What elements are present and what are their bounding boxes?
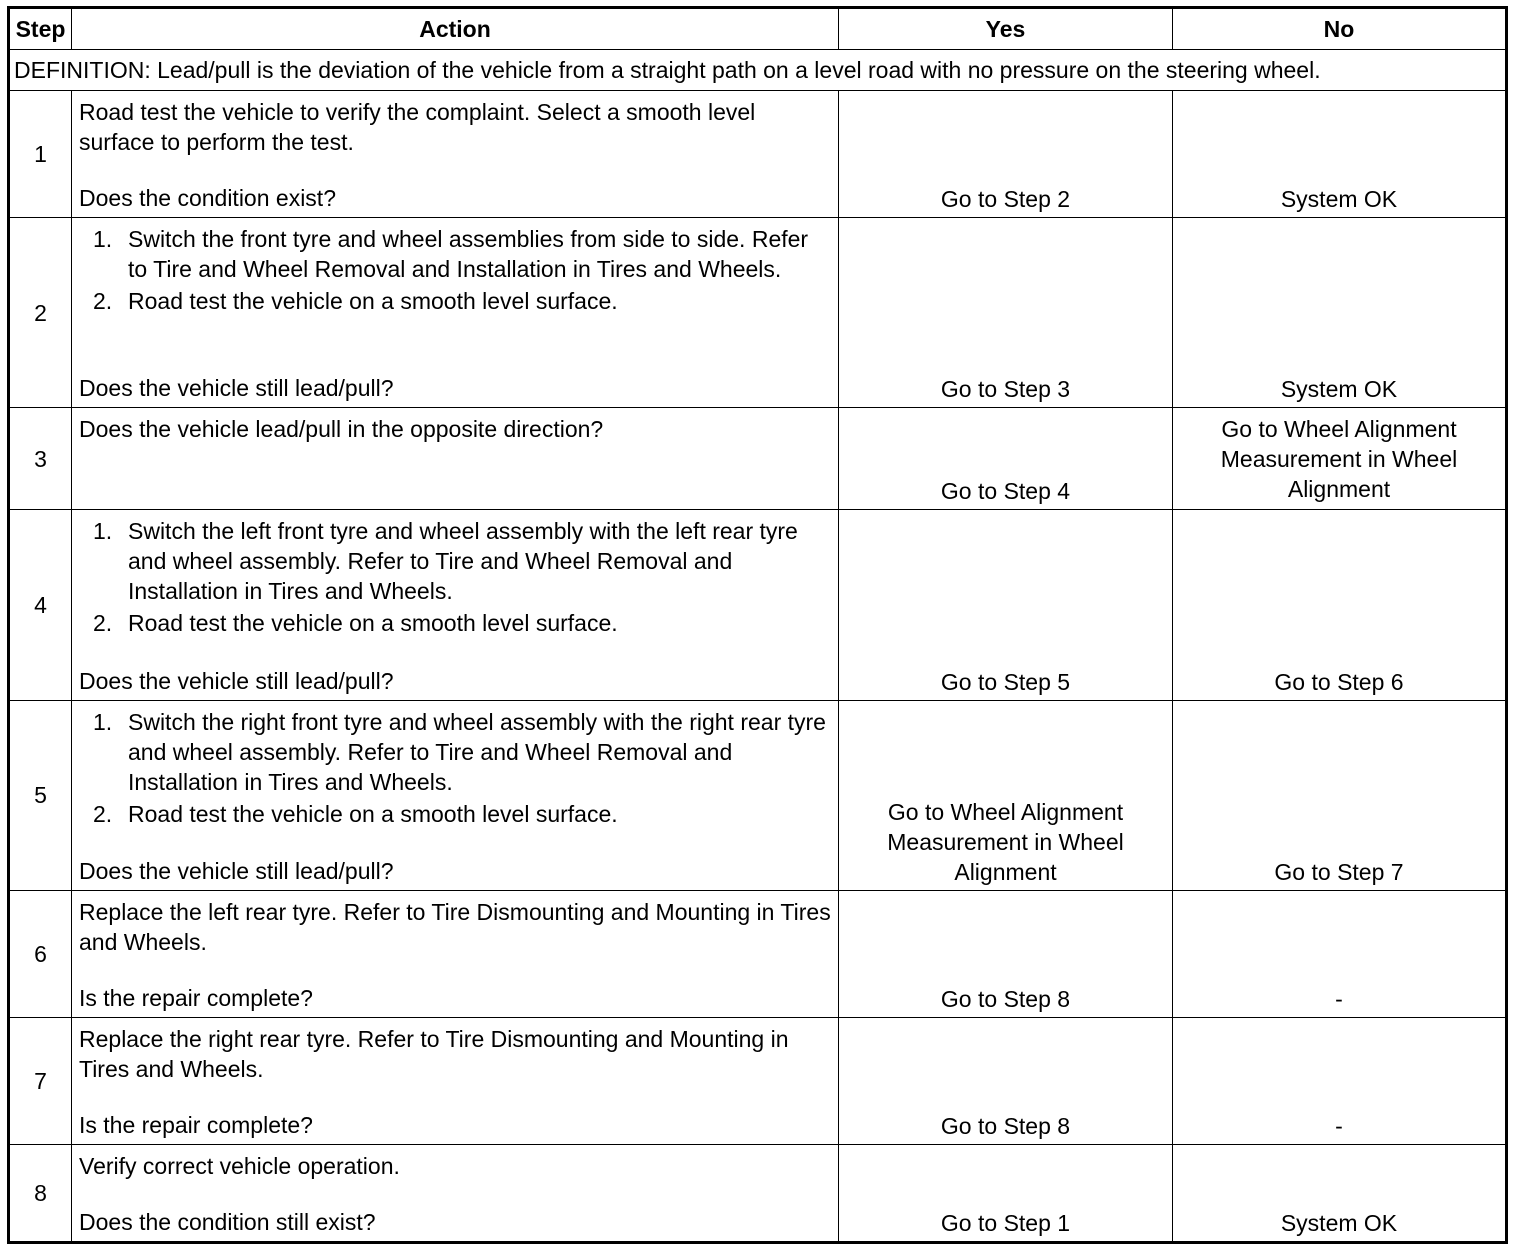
action-cell [72,408,839,510]
substep-text: Switch the front tyre and wheel assemblies from side to side. Refer to Tire and Wheel Removal and Installation in Tires and Wheels. [128,226,809,283]
step-number: 8 [9,1144,72,1242]
definition-text: DEFINITION: Lead/pull is the deviation of the vehicle from a straight path on a level road with no pressure on the steering wheel. [9,50,1507,91]
no-result: Go to Step 7 [1173,700,1507,890]
substep-text: Road test the vehicle on a smooth level surface. [128,610,618,637]
substep-text: Road test the vehicle on a smooth level surface. [128,800,618,827]
action-cell [72,890,839,1017]
yes-result: Go to Step 8 [839,890,1173,1017]
table-row [9,700,1507,890]
table-row [9,1144,1507,1242]
action-text: Road test the vehicle to verify the complaint. Select a smooth level surface to perform the test. [79,99,756,156]
substep-text: Switch the left front tyre and wheel assembly with the left rear tyre and wheel assembly. Refer to Tire and Wheel Removal and Installation in Tires and Wheels. [128,518,798,605]
no-result: System OK [1173,91,1507,218]
substep-item [79,707,832,797]
substep-text: Switch the right front tyre and wheel assembly with the right rear tyre and wheel assembly. Refer to Tire and Wheel Removal and Installation in Tires and Wheels. [128,708,826,795]
substep-item [79,286,832,316]
table-row [9,218,1507,408]
no-result: - [1173,890,1507,1017]
substep-number: 1. [93,518,113,545]
table-row [9,91,1507,218]
substep-list [79,224,832,318]
action-question: Does the condition still exist? [79,1209,376,1235]
substep-list [79,516,832,640]
substep-number: 2. [93,610,113,637]
action-question: Does the condition exist? [79,185,336,212]
action-cell [72,510,839,700]
action-text: Does the vehicle lead/pull in the opposite direction? [79,416,604,443]
action-cell [72,1017,839,1144]
header-step: Step [9,8,72,50]
substep-item [79,608,832,638]
step-number: 5 [9,700,72,890]
substep-number: 1. [93,226,113,253]
table-row [9,1017,1507,1144]
table-row [9,408,1507,510]
yes-result: Go to Step 1 [839,1144,1173,1242]
no-result: Go to Wheel Alignment Measurement in Wheel Alignment [1173,408,1507,510]
table-row [9,510,1507,700]
action-question: Does the vehicle still lead/pull? [79,375,394,402]
action-cell [72,91,839,218]
action-question: Is the repair complete? [79,984,313,1011]
substep-number: 2. [93,288,113,315]
diagnostic-table [7,6,1508,1244]
substep-text: Road test the vehicle on a smooth level surface. [128,288,618,315]
no-result: Go to Step 6 [1173,510,1507,700]
yes-result: Go to Step 4 [839,408,1173,510]
substep-number: 1. [93,708,113,735]
header-no: No [1173,8,1507,50]
action-text: Replace the right rear tyre. Refer to Tire Dismounting and Mounting in Tires and Wheels. [79,1025,789,1082]
action-text: Replace the left rear tyre. Refer to Tire Dismounting and Mounting in Tires and Wheels. [79,898,831,955]
definition-row [9,50,1507,91]
step-number: 7 [9,1017,72,1144]
substep-item [79,516,832,606]
yes-result: Go to Step 5 [839,510,1173,700]
yes-result: Go to Wheel Alignment Measurement in Wheel Alignment [839,700,1173,890]
step-number: 1 [9,91,72,218]
no-result: System OK [1173,218,1507,408]
substep-list [79,707,832,831]
action-cell [72,1144,839,1242]
no-result: - [1173,1017,1507,1144]
yes-result: Go to Step 2 [839,91,1173,218]
action-question: Is the repair complete? [79,1111,313,1138]
action-cell [72,218,839,408]
header-action: Action [72,8,839,50]
yes-result: Go to Step 8 [839,1017,1173,1144]
step-number: 2 [9,218,72,408]
action-cell [72,700,839,890]
action-question: Does the vehicle still lead/pull? [79,667,394,694]
no-result: System OK [1173,1144,1507,1242]
action-question: Does the vehicle still lead/pull? [79,857,394,884]
substep-item [79,799,832,829]
yes-result: Go to Step 3 [839,218,1173,408]
step-number: 4 [9,510,72,700]
header-row [9,8,1507,50]
action-text: Verify correct vehicle operation. [79,1152,400,1179]
header-yes: Yes [839,8,1173,50]
substep-number: 2. [93,800,113,827]
substep-item [79,224,832,284]
table-row [9,890,1507,1017]
step-number: 6 [9,890,72,1017]
step-number: 3 [9,408,72,510]
